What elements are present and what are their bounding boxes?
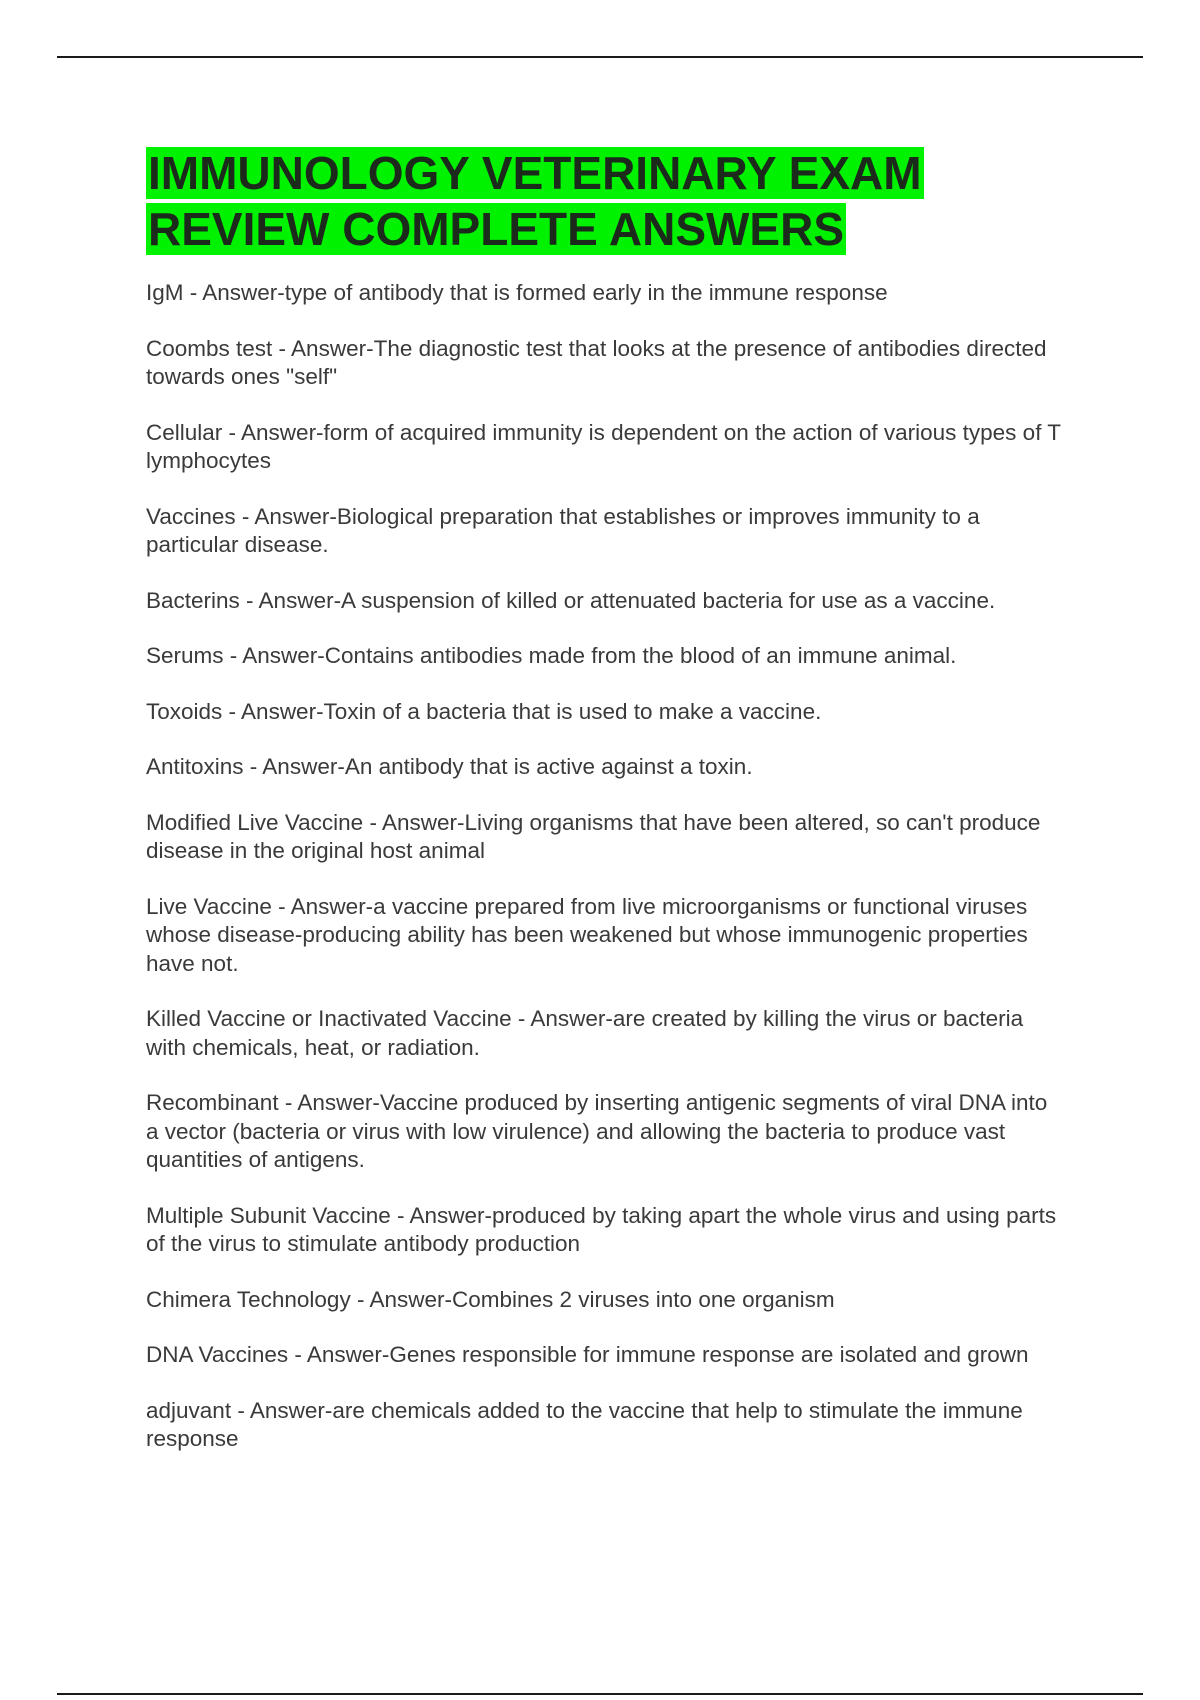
document-title-text: IMMUNOLOGY VETERINARY EXAM REVIEW COMPLETE ANSWERS [148, 147, 922, 255]
header-rule [57, 56, 1143, 58]
qa-entry: Modified Live Vaccine - Answer-Living organisms that have been altered, so can't produce disease in the original host animal [146, 809, 1041, 863]
document-title [146, 145, 1066, 257]
qa-entry: Serums - Answer-Contains antibodies made from the blood of an immune animal. [146, 643, 957, 668]
qa-list [146, 279, 1066, 1454]
qa-entry: adjuvant - Answer-are chemicals added to the vaccine that help to stimulate the immune response [146, 1397, 1023, 1451]
footer-rule [57, 1693, 1143, 1695]
qa-entry: Recombinant - Answer-Vaccine produced by inserting antigenic segments of viral DNA into a vector (bacteria or virus with low virulence) and allowing the bacteria to produce vast quantities of antigens. [146, 1090, 1048, 1172]
qa-entry: Bacterins - Answer-A suspension of killed or attenuated bacteria for use as a vaccine. [146, 587, 996, 613]
document-body [146, 145, 1066, 1481]
qa-entry: Live Vaccine - Answer-a vaccine prepared from live microorganisms or functional viruses whose disease-producing ability has been weakened but whose immunogenic properties have not. [146, 893, 1028, 976]
qa-entry: Killed Vaccine or Inactivated Vaccine - Answer-are created by killing the virus or bacteria with chemicals, heat, or radiation. [146, 1006, 1024, 1060]
qa-entry: Chimera Technology - Answer-Combines 2 viruses into one organism [146, 1286, 835, 1312]
qa-entry: IgM - Answer-type of antibody that is formed early in the immune response [146, 280, 888, 305]
qa-entry: Cellular - Answer-form of acquired immunity is dependent on the action of various types of T lymphocytes [146, 419, 1061, 473]
qa-entry: Antitoxins - Answer-An antibody that is active against a toxin. [146, 754, 753, 779]
qa-entry: Coombs test - Answer-The diagnostic test that looks at the presence of antibodies directed towards ones "self" [146, 335, 1047, 389]
qa-entry: Toxoids - Answer-Toxin of a bacteria that is used to make a vaccine. [146, 698, 822, 724]
qa-entry: Vaccines - Answer-Biological preparation that establishes or improves immunity to a particular disease. [146, 503, 980, 557]
qa-entry: Multiple Subunit Vaccine - Answer-produced by taking apart the whole virus and using parts of the virus to stimulate antibody production [146, 1202, 1057, 1256]
qa-entry: DNA Vaccines - Answer-Genes responsible for immune response are isolated and grown [146, 1342, 1029, 1367]
